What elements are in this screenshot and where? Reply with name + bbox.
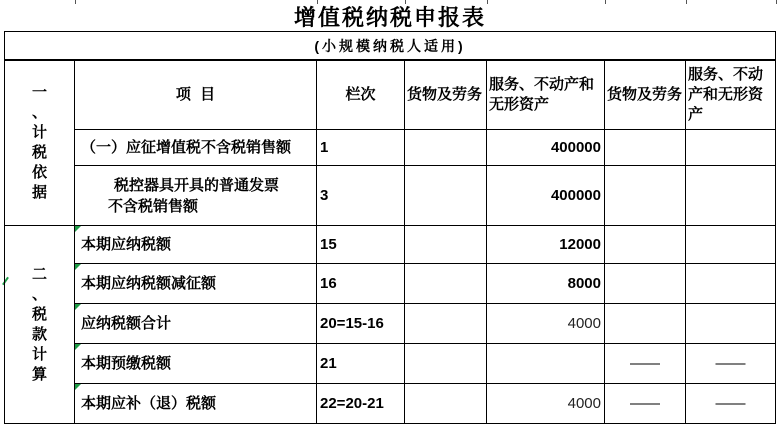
goods-labor-cell[interactable]	[405, 226, 487, 264]
services-property-cell[interactable]: 400000	[487, 130, 605, 166]
header-line-no[interactable]: 栏次	[317, 61, 405, 130]
item-name-text: 本期应补（退）税额	[81, 394, 217, 412]
line-number-cell[interactable]: 20=15-16	[317, 304, 405, 344]
item-name-cell[interactable]	[75, 344, 317, 384]
item-name-cell[interactable]	[75, 226, 317, 264]
item-name-text: 本期预缴税额	[81, 354, 172, 372]
line-number-cell[interactable]: 21	[317, 344, 405, 384]
form-title[interactable]: 增值税纳税申报表	[4, 4, 776, 32]
spreadsheet-grid	[4, 4, 776, 424]
line-number-cell[interactable]: 1	[317, 130, 405, 166]
goods-labor-cell-2[interactable]	[605, 304, 686, 344]
goods-labor-cell[interactable]	[405, 304, 487, 344]
line-number-cell[interactable]: 15	[317, 226, 405, 264]
item-name-text: 本期应纳税额减征额	[81, 274, 217, 292]
goods-labor-cell[interactable]	[405, 384, 487, 424]
item-name-text: 本期应纳税额	[81, 235, 172, 253]
error-indicator-icon	[75, 264, 81, 270]
goods-labor-cell-2[interactable]: ——	[605, 384, 686, 424]
header-item[interactable]: 项 目	[75, 61, 317, 130]
goods-labor-cell-2[interactable]: ——	[605, 344, 686, 384]
goods-labor-cell-2[interactable]	[605, 130, 686, 166]
error-indicator-icon	[75, 384, 81, 390]
services-property-cell-2[interactable]	[686, 130, 776, 166]
item-name-text: （一）应征增值税不含税销售额	[81, 138, 292, 156]
services-property-cell[interactable]: 8000	[487, 264, 605, 304]
services-property-cell[interactable]: 400000	[487, 166, 605, 226]
item-name-text: 应纳税额合计	[81, 314, 172, 332]
error-indicator-icon	[75, 344, 81, 350]
item-name-cell[interactable]	[75, 384, 317, 424]
header-services-property-2[interactable]: 服务、不动 产和无形资 产	[686, 61, 776, 130]
line-number-cell[interactable]: 3	[317, 166, 405, 226]
goods-labor-cell-2[interactable]	[605, 166, 686, 226]
section-cell-tax-calculation[interactable]	[4, 226, 75, 424]
services-property-cell-2[interactable]	[686, 304, 776, 344]
services-property-cell[interactable]: 4000	[487, 304, 605, 344]
header-goods-labor-2[interactable]: 货物及劳务	[605, 61, 686, 130]
item-name-cell[interactable]	[75, 130, 317, 166]
section-cell-tax-basis[interactable]	[4, 61, 75, 226]
goods-labor-cell[interactable]	[405, 166, 487, 226]
services-property-cell[interactable]	[487, 344, 605, 384]
form-subtitle[interactable]: (小规模纳税人适用)	[4, 32, 776, 61]
services-property-cell[interactable]: 12000	[487, 226, 605, 264]
services-property-cell[interactable]: 4000	[487, 384, 605, 424]
services-property-cell-2[interactable]	[686, 264, 776, 304]
line-number-cell[interactable]: 16	[317, 264, 405, 304]
services-property-cell-2[interactable]: ——	[686, 344, 776, 384]
section-label: 二、税款计算	[32, 265, 48, 383]
services-property-cell-2[interactable]: ——	[686, 384, 776, 424]
error-indicator-icon	[75, 304, 81, 310]
item-name-cell[interactable]	[75, 304, 317, 344]
section-label: 一、计税依据	[32, 84, 48, 201]
item-name-cell[interactable]	[75, 264, 317, 304]
services-property-cell-2[interactable]	[686, 166, 776, 226]
goods-labor-cell-2[interactable]	[605, 226, 686, 264]
header-services-property[interactable]: 服务、不动产和 无形资产	[487, 61, 605, 130]
item-name-text: 税控器具开具的普通发票 不含税销售额	[108, 176, 280, 215]
goods-labor-cell-2[interactable]	[605, 264, 686, 304]
goods-labor-cell[interactable]	[405, 264, 487, 304]
error-indicator-icon	[75, 226, 81, 232]
services-property-cell-2[interactable]	[686, 226, 776, 264]
item-name-cell[interactable]	[75, 166, 317, 226]
goods-labor-cell[interactable]	[405, 344, 487, 384]
header-goods-labor[interactable]: 货物及劳务	[405, 61, 487, 130]
goods-labor-cell[interactable]	[405, 130, 487, 166]
line-number-cell[interactable]: 22=20-21	[317, 384, 405, 424]
